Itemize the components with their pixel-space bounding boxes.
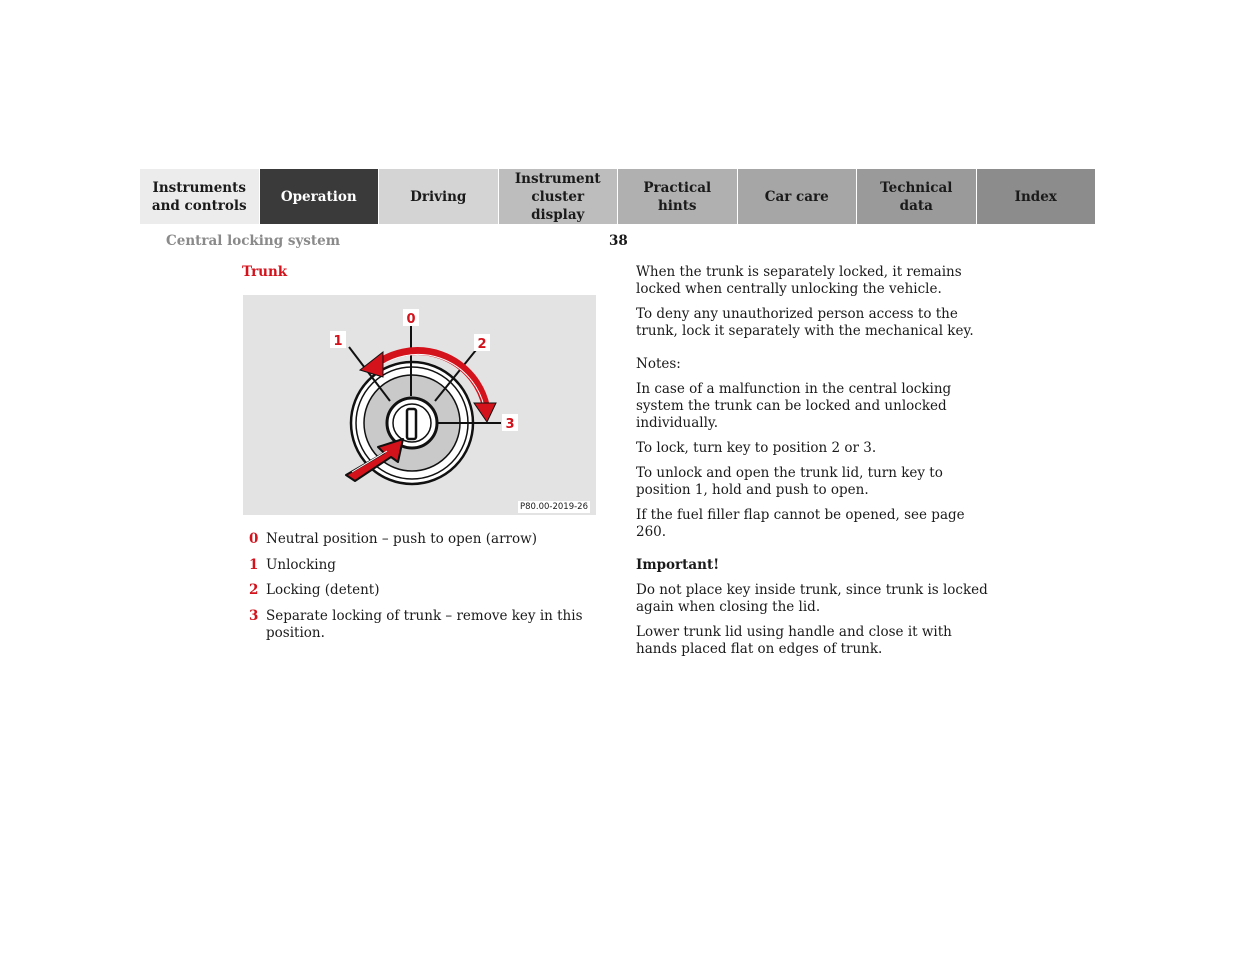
tab-technical-data[interactable] [857,169,977,224]
tab-instruments-and-controls[interactable] [140,169,260,224]
key-slot [407,409,416,439]
callout-0: 0 [406,312,416,327]
section-tabs [140,169,1095,224]
legend-number: 3 [249,607,259,624]
tab-label: Practical hints [643,179,712,214]
paragraph-deny-access: To deny any unauthorized person access to the trunk, lock it separately with the mechanical key. [636,306,974,339]
tab-car-care[interactable] [738,169,858,224]
legend-number: 0 [249,531,259,547]
notes-label: Notes: [636,356,681,372]
tab-label: Instrument cluster display [514,170,601,223]
right-column [636,264,996,666]
legend-number: 1 [249,556,259,573]
page-number: 38 [609,233,628,249]
callout-3: 3 [505,417,515,432]
legend-item [249,531,589,548]
legend-number: 2 [249,582,259,598]
callout-2: 2 [477,337,487,352]
paragraph-malfunction: In case of a malfunction in the central locking system the trunk can be locked and unlocked individually. [636,381,952,431]
tab-label: Technical data [880,179,953,214]
paragraph-separate-lock: When the trunk is separately locked, it remains locked when centrally unlocking the vehicle. [636,264,962,297]
legend-item [249,557,589,574]
figure-code: P80.00-2019-26 [519,502,588,512]
tab-label: Instruments and controls [151,179,247,214]
legend-text: Locking (detent) [266,582,380,598]
paragraph-key-inside: Do not place key inside trunk, since trunk is locked again when closing the lid. [636,582,988,615]
tab-practical-hints[interactable] [618,169,738,224]
arc-arrowhead-right [474,403,496,422]
important-label: Important! [636,557,720,573]
legend-item [249,608,589,642]
tab-label: Car care [764,188,829,205]
tab-operation[interactable] [260,169,380,224]
legend-item [249,582,589,599]
legend-text: Separate locking of trunk – remove key in this position. [266,607,583,641]
lock-cylinder-illustration [243,295,596,515]
callout-1: 1 [333,334,343,349]
legend-list [249,531,589,650]
tab-instrument-cluster-display[interactable] [499,169,619,224]
tab-driving[interactable] [379,169,499,224]
paragraph-to-lock: To lock, turn key to position 2 or 3. [636,440,877,456]
subsection-heading: Trunk [242,264,288,280]
tab-label: Operation [280,188,357,205]
tab-label: Driving [410,188,467,205]
paragraph-fuel-flap: If the fuel filler flap cannot be opened, see page 260. [636,507,965,540]
trunk-lock-figure [243,295,596,515]
paragraph-lower-lid: Lower trunk lid using handle and close it with hands placed flat on edges of trunk. [636,624,952,657]
tab-index[interactable] [977,169,1096,224]
legend-text: Neutral position – push to open (arrow) [266,531,537,547]
tab-label: Index [1014,188,1057,205]
section-title: Central locking system [166,233,341,249]
paragraph-to-unlock: To unlock and open the trunk lid, turn key to position 1, hold and push to open. [636,465,943,498]
legend-text: Unlocking [266,556,336,573]
